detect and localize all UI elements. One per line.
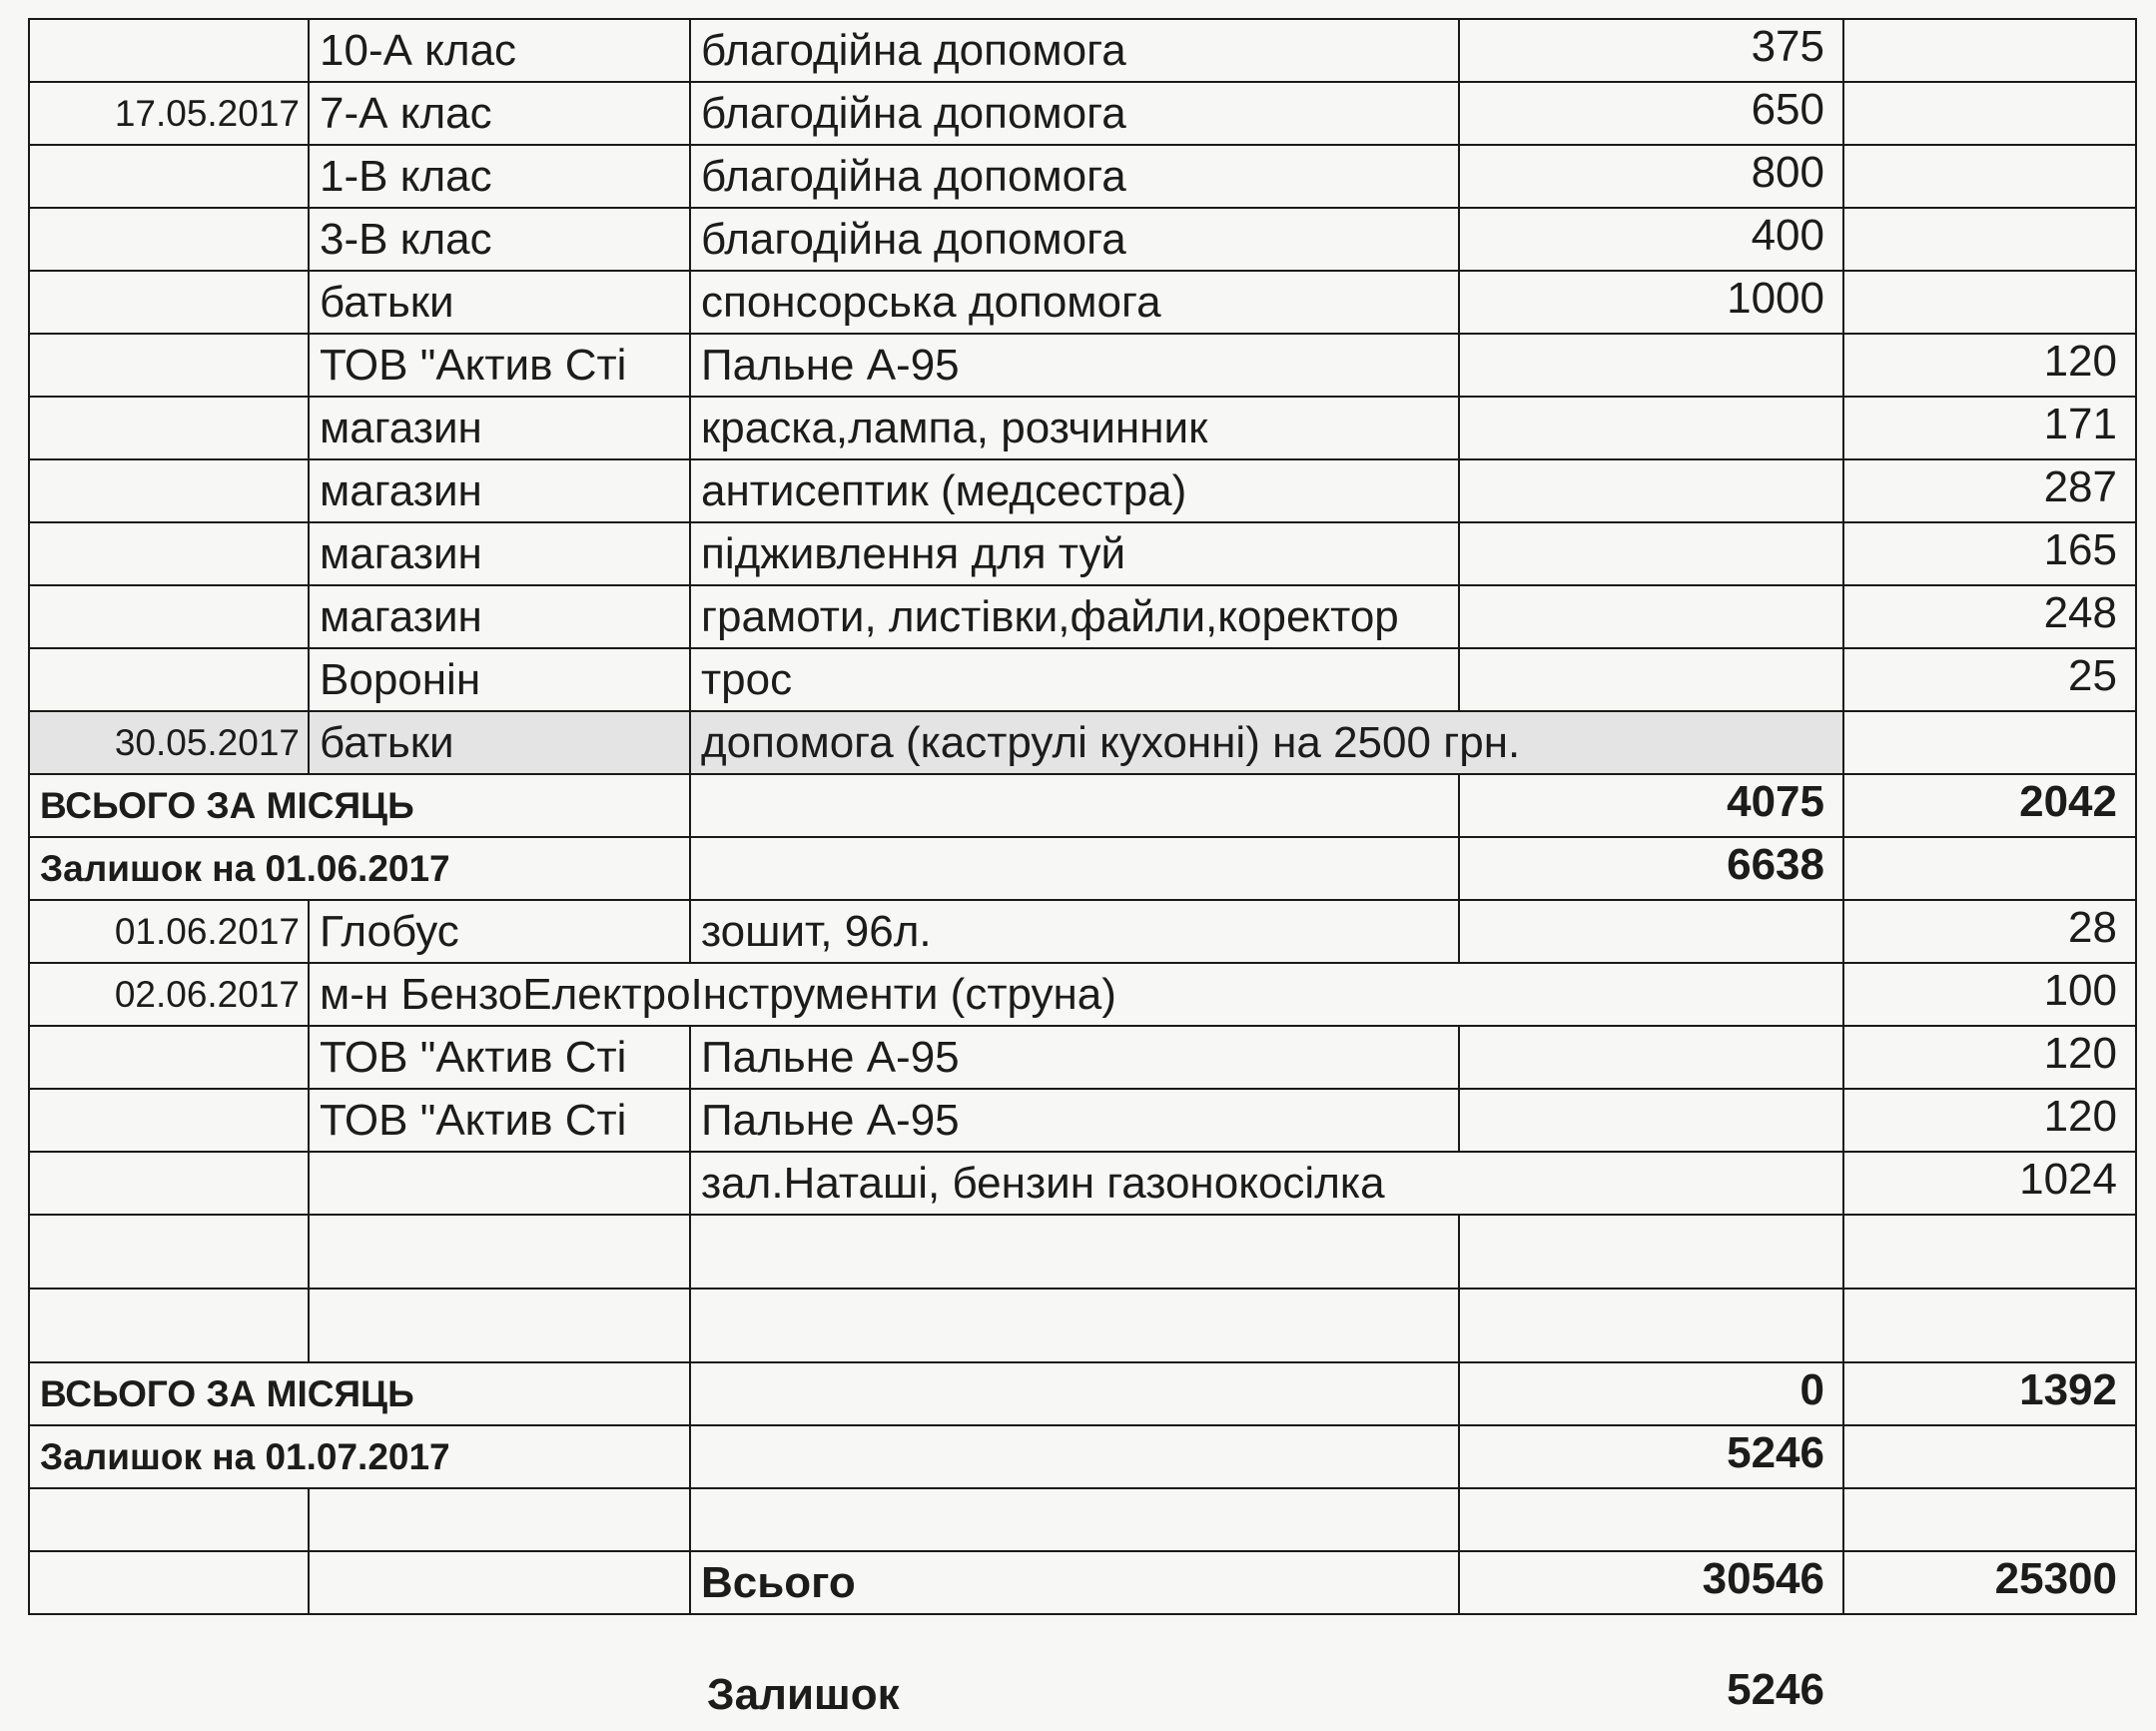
- row-expense: 171: [1843, 397, 2136, 459]
- grand-total-expense: 25300: [1843, 1551, 2136, 1614]
- final-balance-value: 5246: [1727, 1665, 1824, 1714]
- month-total-row: [29, 774, 2136, 837]
- ledger-table: [28, 18, 2137, 1615]
- row-expense: 120: [1843, 1089, 2136, 1152]
- row-date: [29, 19, 309, 82]
- empty-cell: [1459, 1488, 1843, 1551]
- row-payer: батьки: [309, 711, 690, 774]
- ledger-row: [29, 963, 2136, 1026]
- row-payer: магазин: [309, 397, 690, 459]
- row-payer: Воронін: [309, 648, 690, 711]
- row-expense: 120: [1843, 334, 2136, 397]
- empty-cell: [29, 1551, 309, 1614]
- row-income: [1459, 900, 1843, 963]
- balance-empty: [1843, 1425, 2136, 1488]
- ledger-row: [29, 208, 2136, 271]
- empty-cell: [309, 1488, 690, 1551]
- empty-cell: [690, 1488, 1459, 1551]
- empty-cell: [29, 1488, 309, 1551]
- row-description: [690, 1289, 1459, 1362]
- row-date: [29, 522, 309, 585]
- row-date: 30.05.2017: [29, 711, 309, 774]
- ledger-row: [29, 522, 2136, 585]
- grand-total-label: Всього: [690, 1551, 1459, 1614]
- ledger-row: [29, 145, 2136, 208]
- ledger-row: [29, 1488, 2136, 1551]
- balance-value: 5246: [1459, 1425, 1843, 1488]
- ledger-row: [29, 1215, 2136, 1289]
- ledger-row: [29, 459, 2136, 522]
- row-expense: 165: [1843, 522, 2136, 585]
- row-income: [1459, 1215, 1843, 1289]
- row-payer: магазин: [309, 522, 690, 585]
- row-payer: [309, 1152, 690, 1215]
- row-expense: [1843, 208, 2136, 271]
- month-total-label: ВСЬОГО ЗА МІСЯЦЬ: [29, 774, 690, 837]
- row-payer: 1-В клас: [309, 145, 690, 208]
- row-description: Пальне А-95: [690, 334, 1459, 397]
- row-payer: магазин: [309, 459, 690, 522]
- month-total-income: 0: [1459, 1362, 1843, 1425]
- row-description: благодійна допомога: [690, 208, 1459, 271]
- row-payer: [309, 1289, 690, 1362]
- ledger-row: [29, 1289, 2136, 1362]
- row-date: 01.06.2017: [29, 900, 309, 963]
- row-income: [1459, 585, 1843, 648]
- row-date: [29, 145, 309, 208]
- row-payer: 7-А клас: [309, 82, 690, 145]
- row-expense: [1843, 711, 2136, 774]
- final-balance-label: Залишок: [707, 1670, 900, 1719]
- row-income: [1459, 522, 1843, 585]
- ledger-row: [29, 1089, 2136, 1152]
- balance-row: [29, 837, 2136, 900]
- row-expense: 1024: [1843, 1152, 2136, 1215]
- row-payer: 10-А клас: [309, 19, 690, 82]
- row-income: [1459, 334, 1843, 397]
- ledger-row: [29, 900, 2136, 963]
- row-payer: ТОВ "Актив Сті: [309, 1089, 690, 1152]
- balance-label: Залишок на 01.06.2017: [29, 837, 690, 900]
- row-expense: [1843, 271, 2136, 334]
- empty-cell: [1843, 1488, 2136, 1551]
- row-expense: 100: [1843, 963, 2136, 1026]
- ledger-row: [29, 397, 2136, 459]
- row-expense: 248: [1843, 585, 2136, 648]
- balance-empty: [1843, 837, 2136, 900]
- row-date: 02.06.2017: [29, 963, 309, 1026]
- row-expense: 25: [1843, 648, 2136, 711]
- month-total-label: ВСЬОГО ЗА МІСЯЦЬ: [29, 1362, 690, 1425]
- row-description: Пальне А-95: [690, 1026, 1459, 1089]
- empty-cell: [309, 1551, 690, 1614]
- row-payer: Глобус: [309, 900, 690, 963]
- ledger-row: [29, 334, 2136, 397]
- row-date: [29, 1289, 309, 1362]
- balance-value: 6638: [1459, 837, 1843, 900]
- row-payer: батьки: [309, 271, 690, 334]
- row-description: трос: [690, 648, 1459, 711]
- row-description: [690, 1215, 1459, 1289]
- row-payer: м-н БензоЕлектроІнструменти (струна): [309, 963, 1843, 1026]
- row-date: 17.05.2017: [29, 82, 309, 145]
- row-description: благодійна допомога: [690, 145, 1459, 208]
- row-payer: магазин: [309, 585, 690, 648]
- row-expense: [1843, 145, 2136, 208]
- row-income: 800: [1459, 145, 1843, 208]
- row-expense: 120: [1843, 1026, 2136, 1089]
- row-income: 375: [1459, 19, 1843, 82]
- row-income: [1459, 1026, 1843, 1089]
- row-income: 650: [1459, 82, 1843, 145]
- balance-label: Залишок на 01.07.2017: [29, 1425, 690, 1488]
- row-description: грамоти, листівки,файли,коректор: [690, 585, 1459, 648]
- grand-total-income: 30546: [1459, 1551, 1843, 1614]
- row-date: [29, 208, 309, 271]
- month-total-spacer: [690, 774, 1459, 837]
- ledger-row: [29, 585, 2136, 648]
- row-expense: [1843, 1215, 2136, 1289]
- row-description: зошит, 96л.: [690, 900, 1459, 963]
- row-income: [1459, 1289, 1843, 1362]
- row-date: [29, 459, 309, 522]
- row-date: [29, 1152, 309, 1215]
- row-description: Пальне А-95: [690, 1089, 1459, 1152]
- month-total-expense: 2042: [1843, 774, 2136, 837]
- row-payer: 3-В клас: [309, 208, 690, 271]
- row-description: зал.Наташі, бензин газонокосілка: [690, 1152, 1843, 1215]
- row-description: підживлення для туй: [690, 522, 1459, 585]
- row-payer: [309, 1215, 690, 1289]
- row-description: допомога (каструлі кухонні) на 2500 грн.: [690, 711, 1843, 774]
- row-income: [1459, 397, 1843, 459]
- row-date: [29, 648, 309, 711]
- month-total-spacer: [690, 1362, 1459, 1425]
- row-description: благодійна допомога: [690, 82, 1459, 145]
- row-income: [1459, 459, 1843, 522]
- row-expense: [1843, 19, 2136, 82]
- ledger-row: [29, 271, 2136, 334]
- ledger-row: [29, 648, 2136, 711]
- row-description: краска,лампа, розчинник: [690, 397, 1459, 459]
- row-income: [1459, 1089, 1843, 1152]
- row-income: [1459, 648, 1843, 711]
- row-date: [29, 585, 309, 648]
- ledger-row: [29, 82, 2136, 145]
- row-description: антисептик (медсестра): [690, 459, 1459, 522]
- row-date: [29, 1215, 309, 1289]
- row-expense: 28: [1843, 900, 2136, 963]
- balance-spacer: [690, 1425, 1459, 1488]
- balance-row: [29, 1425, 2136, 1488]
- row-income: 1000: [1459, 271, 1843, 334]
- row-payer: ТОВ "Актив Сті: [309, 1026, 690, 1089]
- row-income: 400: [1459, 208, 1843, 271]
- row-description: благодійна допомога: [690, 19, 1459, 82]
- row-date: [29, 1026, 309, 1089]
- month-total-expense: 1392: [1843, 1362, 2136, 1425]
- grand-total-row: [29, 1551, 2136, 1614]
- row-date: [29, 271, 309, 334]
- row-date: [29, 334, 309, 397]
- row-date: [29, 397, 309, 459]
- month-total-row: [29, 1362, 2136, 1425]
- ledger-row: [29, 711, 2136, 774]
- row-expense: 287: [1843, 459, 2136, 522]
- row-payer: ТОВ "Актив Сті: [309, 334, 690, 397]
- final-balance-row: [28, 1660, 2135, 1730]
- ledger-sheet: [28, 18, 2135, 1719]
- balance-spacer: [690, 837, 1459, 900]
- ledger-row: [29, 19, 2136, 82]
- row-expense: [1843, 1289, 2136, 1362]
- row-description: спонсорська допомога: [690, 271, 1459, 334]
- month-total-income: 4075: [1459, 774, 1843, 837]
- ledger-row: [29, 1026, 2136, 1089]
- row-date: [29, 1089, 309, 1152]
- ledger-row: [29, 1152, 2136, 1215]
- row-expense: [1843, 82, 2136, 145]
